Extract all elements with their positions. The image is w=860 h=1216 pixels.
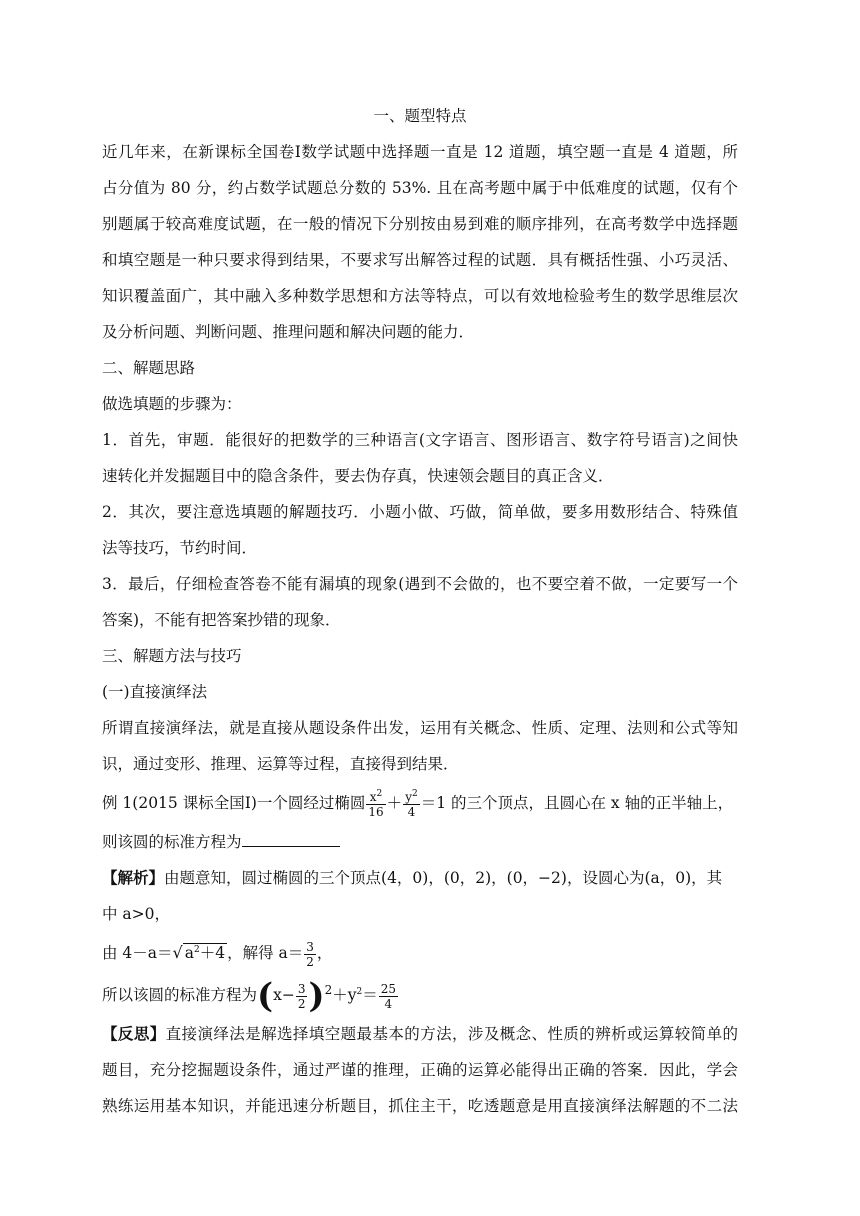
solution-label: 【解析】: [102, 868, 165, 887]
method-line: 所谓直接演绎法，就是直接从题设条件出发，运用有关概念、性质、定理、法则和公式等知: [102, 719, 738, 737]
example-suffix: ＝1 的三个顶点，且圆心在 x 轴的正半轴上，: [420, 794, 734, 812]
example-question-line: 则该圆的标准方程为: [102, 824, 738, 860]
a-value-fraction: $\frac{3}{2}$: [306, 939, 314, 969]
reflection-line: 【反思】直接演绎法是解选择填空题最基本的方法，涉及概念、性质的辨析或运算较简单的: [102, 1024, 738, 1043]
paragraph-line: 近几年来，在新课标全国卷Ⅰ数学试题中选择题一直是 12 道题，填空题一直是 4 道题，所: [102, 143, 738, 161]
answer-blank: [242, 832, 340, 847]
solution-line: 【解析】由题意知，圆过椭圆的三个顶点(4，0)，(0，2)，(0，−2)，设圆心为(a，0)，其: [102, 868, 723, 887]
reflection-line: 熟练运用基本知识，并能迅速分析题目，抓住主干，吃透题意是用直接演绎法解题的不二法: [102, 1097, 738, 1115]
radius-squared-fraction: $\frac{25}{4}$: [380, 981, 397, 1011]
left-paren: (: [257, 976, 274, 1016]
sqrt-sign: √: [172, 943, 183, 962]
method-line: 识，通过变形、推理、运算等过程，直接得到结果．: [102, 755, 459, 773]
step-line: 法等技巧，节约时间．: [102, 539, 258, 557]
section-2-intro: 做选填题的步骤为：: [102, 395, 242, 413]
step-line: 3．最后，仔细检查答卷不能有漏填的现象(遇到不会做的，也不要空着不做，一定要写一个: [102, 575, 738, 593]
plus-sign: ＋: [386, 794, 403, 812]
document-page: [102, 98, 738, 1124]
step-line: 2．其次，要注意选填题的解题技巧．小题小做、巧做，简单做，要多用数形结合、特殊值: [102, 503, 738, 521]
solution-equation-2: 所以该圆的标准方程为(x− $\frac{3}{2}$ )$^2+y^2=$ $\frac{25}{4}$: [102, 976, 397, 1016]
right-paren: ): [308, 976, 325, 1016]
section-3-title: 三、解题方法与技巧: [102, 647, 242, 665]
example-1-line: [102, 782, 738, 824]
section-3-subtitle: (一)直接演绎法: [102, 683, 208, 701]
paragraph-line: 占分值为 80 分，约占数学试题总分数的 53%. 且在高考题中属于中低难度的试题，仅有个: [102, 179, 738, 197]
step-line: 速转化并发掘题目中的隐含条件，要去伪存真，快速领会题目的真正含义．: [102, 467, 614, 485]
paragraph-line: 和填空题是一种只要求得到结果，不要求写出解答过程的试题．具有概括性强、小巧灵活、: [102, 251, 738, 269]
ellipse-fraction-x: $\frac{x^2}{16}$: [368, 788, 384, 819]
solution-equation-1: 由 4－a＝√ $a^2+4$ ，解得 a＝ $\frac{3}{2}$ ，: [102, 939, 333, 969]
reflection-label: 【反思】: [102, 1024, 166, 1043]
paragraph-line: 知识覆盖面广，其中融入多种数学思想和方法等特点，可以有效地检验考生的数学思维层次: [102, 287, 738, 305]
step-line: 1．首先，审题．能很好的把数学的三种语言(文字语言、图形语言、数字符号语言)之间快: [102, 431, 738, 449]
solution-line: 中 a>0，: [102, 905, 171, 923]
sqrt-content: $a^2+4$: [184, 944, 226, 962]
reflection-line: 题目，充分挖掘题设条件，通过严谨的推理，正确的运算必能得出正确的答案．因此，学会: [102, 1061, 738, 1079]
paragraph-line: 及分析问题、判断问题、推理问题和解决问题的能力．: [102, 323, 475, 341]
section-2-title: 二、解题思路: [102, 359, 196, 377]
step-line: 答案)，不能有把答案抄错的现象．: [102, 611, 341, 629]
example-prefix: 例 1(2015 课标全国Ⅰ)一个圆经过椭圆: [102, 794, 366, 812]
paragraph-line: 别题属于较高难度试题，在一般的情况下分别按由易到难的顺序排列，在高考数学中选择题: [102, 215, 738, 233]
section-1-title: 一、题型特点: [373, 107, 467, 125]
center-fraction: $\frac{3}{2}$: [297, 981, 306, 1011]
ellipse-fraction-y: $\frac{y^2}{4}$: [405, 788, 418, 819]
